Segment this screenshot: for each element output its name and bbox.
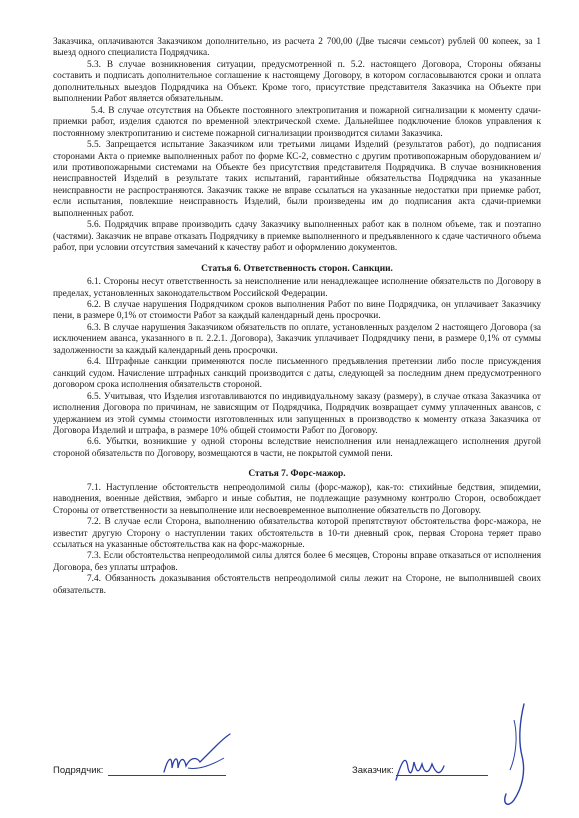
paragraph-6-3: 6.3. В случае нарушения Заказчиком обязательств по оплате, установленных разделом 2 настоящего Договора (за исключением аванса, указанного в п. 2.2.1. Договора), Заказчик уплачивает Подрядчику пени, в размере 0,1% от суммы задолженности за каждый календарный день просрочки. <box>53 322 541 356</box>
paragraph-5-5: 5.5. Запрещается испытание Заказчиком или третьими лицами Изделий (результатов работ), до подписания сторонами Акта о приемке выполненных работ по форме КС-2, совместно с другим противопожарным оборудованием и/или противопожарными системами на Объекте без присутствия представителя Подрядчика. В случае возникновения неисправностей Изделий в результате таких испытаний, гарантийные обязательства Подрядчика на указанные неисправности не распространяются. Заказчик также не вправе ссылаться на указанные недостатки при приемке работ, если испытания, повлекшие неисправность Изделий, были произведены им до подписания акта сдачи-приемки выполненных работ. <box>53 140 541 219</box>
paragraph-6-5: 6.5. Учитывая, что Изделия изготавливаются по индивидуальному заказу (размеру), в случае отказа Заказчика от исполнения Договора по причинам, не зависящим от Подрядчика, Подрядчик возвращает сумму уплаченных авансов, с удержанием из этой суммы стоимости изготовленных или запущенных в производство к моменту отказа Заказчика от Договора Изделий и штрафа, в размере 10% общей стоимости Работ по Договору. <box>53 391 541 436</box>
paragraph-6-1: 6.1. Стороны несут ответственность за неисполнение или ненадлежащее исполнение обязательств по Договору в пределах, установленных законодательством Российской Федерации. <box>53 277 541 299</box>
paragraph-5-2-continuation: Заказчика, оплачиваются Заказчиком дополнительно, из расчета 2 700,00 (Две тысячи семьсот) рублей 00 копеек, за 1 выезд одного специалиста Подрядчика. <box>53 37 541 59</box>
customer-signature-image <box>392 700 542 812</box>
paragraph-7-4: 7.4. Обязанность доказывания обстоятельств непреодолимой силы лежит на Стороне, не выполнившей своих обязательств. <box>53 574 541 596</box>
customer-signature-label: Заказчик: <box>352 765 394 776</box>
paragraph-6-2: 6.2. В случае нарушения Подрядчиком сроков выполнения Работ по вине Подрядчика, он уплачивает Заказчику пени, в размере 0,1% от стоимости Работ за каждый календарный день просрочки. <box>53 299 541 322</box>
contract-body <box>53 37 541 597</box>
article-7-heading: Статья 7. Форс-мажор. <box>248 469 346 480</box>
paragraph-6-6: 6.6. Убытки, возникшие у одной стороны вследствие неисполнения или ненадлежащего исполнения другой стороной обязательств по Договору, возмещаются в части, не покрытой суммой пени. <box>53 437 541 459</box>
article-6-heading: Статья 6. Ответственность сторон. Санкции. <box>201 263 393 274</box>
paragraph-7-2: 7.2. В случае если Сторона, выполнению обязательства которой препятствуют обстоятельства форс-мажора, не известит другую Сторону о наступлении таких обстоятельств в 10-ти дневный срок, первая Сторона теряет право ссылаться на указанные обстоятельства как на форс-мажорные. <box>53 517 541 551</box>
paragraph-6-4: 6.4. Штрафные санкции применяются после письменного предъявления претензии либо после присуждения санкций судом. Начисление штрафных санкций производится с даты, следующей за последним днем предусмотренного договором срока исполнения обязательств стороной. <box>53 357 541 391</box>
paragraph-5-3: 5.3. В случае возникновения ситуации, предусмотренной п. 5.2. настоящего Договора, Стороны обязаны составить и подписать дополнительное соглашение к настоящему Договору, в котором согласовываются сроки и оплата дополнительных выездов Подрядчика на Объект. Кроме того, присутствие представителя Заказчика на Объекте при выполнении Работ является обязательным. <box>53 59 541 105</box>
paragraph-5-4: 5.4. В случае отсутствия на Объекте постоянного электропитания и пожарной сигнализации к моменту сдачи-приемки работ, изделия сдаются по временной электрической схеме. Дальнейшее подключение блоков управления к постоянному электропитанию и системе пожарной сигнализации производится силами Заказчика. <box>53 105 541 139</box>
paragraph-5-6: 5.6. Подрядчик вправе производить сдачу Заказчику выполненных работ как в полном объеме, так и поэтапно (частями). Заказчик не вправе отказать Подрядчику в приемке выполненного и предъявленного к сдаче частичного объема работ, при условии отсутствия замечаний к качеству работ и оформлению документов. <box>53 220 541 254</box>
contractor-signature-image <box>158 728 238 786</box>
paragraph-7-1: 7.1. Наступление обстоятельств непреодолимой силы (форс-мажор), как-то: стихийные бедствия, эпидемии, наводнения, военные действия, эмбарго и иные события, не подлежащие разумному контролю Сторон, освобождает Стороны от ответственности за невыполнение или несвоевременное выполнение обязательств по Договору. <box>53 482 541 516</box>
contractor-signature-label: Подрядчик: <box>53 765 104 776</box>
paragraph-7-3: 7.3. Если обстоятельства непреодолимой силы длятся более 6 месяцев, Стороны вправе отказаться от исполнения Договора, без уплаты штрафов. <box>53 551 541 573</box>
